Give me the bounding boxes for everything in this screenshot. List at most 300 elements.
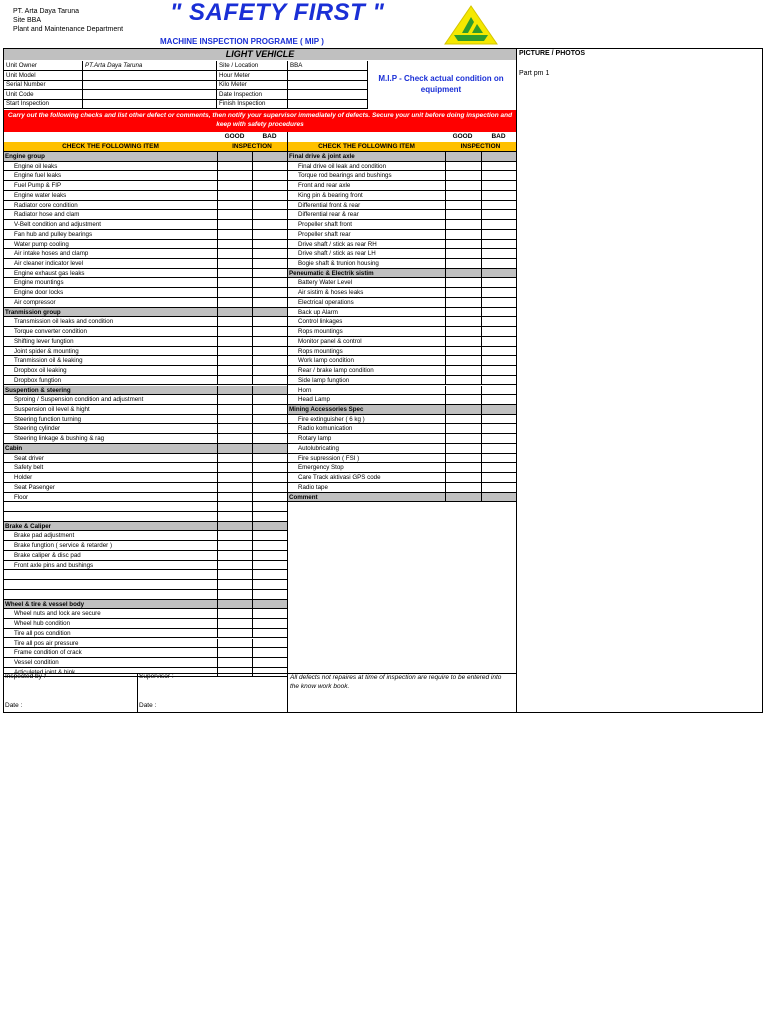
group-label: Engine group [4, 152, 217, 162]
item-label: King pin & bearing front [288, 191, 445, 201]
bad-checkbox[interactable] [481, 220, 516, 230]
good-checkbox[interactable] [217, 210, 252, 220]
item-label: Battery Water Level [288, 278, 445, 288]
bad-checkbox[interactable] [481, 210, 516, 220]
bad-checkbox[interactable] [481, 171, 516, 181]
info-label: Start Inspection [4, 99, 83, 109]
good-checkbox[interactable] [217, 639, 252, 649]
bad-checkbox[interactable] [481, 376, 516, 386]
bad-checkbox[interactable] [252, 502, 287, 512]
bad-checkbox[interactable] [252, 210, 287, 220]
good-checkbox[interactable] [217, 580, 252, 590]
good-checkbox[interactable] [217, 512, 252, 522]
bad-checkbox[interactable] [481, 386, 516, 396]
good-checkbox[interactable] [217, 259, 252, 269]
bad-checkbox[interactable] [481, 415, 516, 425]
good-checkbox[interactable] [445, 434, 481, 444]
item-label: Air intake hoses and clamp [4, 249, 217, 259]
bad-checkbox[interactable] [481, 327, 516, 337]
good-checkbox[interactable] [445, 249, 481, 259]
checklist-row [288, 415, 516, 425]
item-label: Rotary lamp [288, 434, 445, 444]
good-checkbox[interactable] [217, 473, 252, 483]
good-checkbox[interactable] [217, 181, 252, 191]
bad-checkbox[interactable] [252, 561, 287, 571]
checklist-row [288, 210, 516, 220]
checklist-row [4, 366, 287, 376]
group-header-row [4, 600, 287, 610]
bad-checkbox[interactable] [252, 648, 287, 658]
item-label: Engine water leaks [4, 191, 217, 201]
info-label: Hour Meter [217, 71, 288, 81]
good-checkbox[interactable] [217, 327, 252, 337]
bad-checkbox[interactable] [252, 424, 287, 434]
good-checkbox[interactable] [445, 298, 481, 308]
group-label: Wheel & tire & vessel body [4, 600, 217, 610]
info-label: Unit Model [4, 71, 83, 81]
item-label [4, 570, 217, 580]
good-checkbox[interactable] [445, 288, 481, 298]
bad-checkbox[interactable] [481, 201, 516, 211]
checklist-row [288, 454, 516, 464]
bad-checkbox[interactable] [481, 473, 516, 483]
good-checkbox[interactable] [445, 220, 481, 230]
bad-checkbox[interactable] [252, 298, 287, 308]
bad-checkbox[interactable] [481, 259, 516, 269]
item-label: Tranmission oil & leaking [4, 356, 217, 366]
info-label: Unit Owner [4, 61, 83, 71]
bad-checkbox[interactable] [252, 278, 287, 288]
item-label: Emergency Stop [288, 463, 445, 473]
info-value[interactable] [288, 80, 368, 90]
good-checkbox[interactable] [217, 162, 252, 172]
pictures-divider [516, 48, 517, 713]
info-value[interactable]: BBA [288, 61, 368, 71]
left-bad-label: BAD [262, 133, 277, 140]
good-checkbox[interactable] [217, 502, 252, 512]
bad-checkbox[interactable] [481, 454, 516, 464]
checklist-row [288, 356, 516, 366]
bad-checkbox[interactable] [252, 376, 287, 386]
bad-checkbox [481, 493, 516, 503]
info-value[interactable] [83, 90, 217, 100]
bad-checkbox[interactable] [481, 308, 516, 318]
good-checkbox[interactable] [445, 415, 481, 425]
checklist-row [4, 619, 287, 629]
right-good-bad-labels [445, 132, 516, 142]
item-label: Safety belt [4, 463, 217, 473]
inspector-date-label: Date : [5, 702, 23, 709]
bad-checkbox[interactable] [252, 580, 287, 590]
bad-checkbox[interactable] [481, 434, 516, 444]
group-header-row [4, 522, 287, 532]
safety-warning: Carry out the following checks and list other defect or comments, then notify your supervisor immediately of defects. Secure your unit before doing inspection and keep with safety procedures [4, 110, 516, 132]
good-checkbox[interactable] [217, 609, 252, 619]
item-label: Fuel Pump & FIP [4, 181, 217, 191]
bad-checkbox [252, 386, 287, 396]
good-checkbox[interactable] [217, 561, 252, 571]
item-label: Steering function turning [4, 415, 217, 425]
checklist-row [288, 259, 516, 269]
bad-checkbox[interactable] [252, 230, 287, 240]
good-checkbox[interactable] [217, 590, 252, 600]
left-good-bad-labels [217, 132, 287, 142]
item-label: Monitor panel & control [288, 337, 445, 347]
good-checkbox[interactable] [217, 483, 252, 493]
item-label: Radio tape [288, 483, 445, 493]
item-label: Tire all pos condition [4, 629, 217, 639]
bad-checkbox[interactable] [481, 337, 516, 347]
group-label: Tranmission group [4, 308, 217, 318]
good-checkbox[interactable] [217, 541, 252, 551]
good-checkbox[interactable] [217, 405, 252, 415]
checklist-row [288, 171, 516, 181]
group-header-row [4, 386, 287, 396]
item-label: Fire supression ( FSI ) [288, 454, 445, 464]
good-checkbox [217, 152, 252, 162]
good-checkbox[interactable] [445, 356, 481, 366]
bad-checkbox[interactable] [252, 240, 287, 250]
good-checkbox [217, 600, 252, 610]
bad-checkbox[interactable] [252, 191, 287, 201]
bad-checkbox[interactable] [252, 269, 287, 279]
bad-checkbox[interactable] [252, 639, 287, 649]
item-label: Radiator hose and clam [4, 210, 217, 220]
checklist-row [4, 288, 287, 298]
group-label: Final drive & joint axle [288, 152, 445, 162]
bad-checkbox[interactable] [252, 473, 287, 483]
footer-divider [137, 673, 138, 713]
inspected-by-label: Inspected by : [5, 673, 46, 680]
bad-checkbox [252, 444, 287, 454]
good-checkbox[interactable] [217, 454, 252, 464]
item-label: Propeller shaft front [288, 220, 445, 230]
good-checkbox[interactable] [445, 376, 481, 386]
checklist-row [4, 376, 287, 386]
item-label: Wheel hub condition [4, 619, 217, 629]
group-header-row [4, 308, 287, 318]
good-checkbox[interactable] [445, 317, 481, 327]
item-label: Control linkages [288, 317, 445, 327]
good-checkbox[interactable] [217, 347, 252, 357]
info-value[interactable] [83, 99, 217, 109]
bad-checkbox[interactable] [252, 629, 287, 639]
good-checkbox[interactable] [445, 278, 481, 288]
good-checkbox[interactable] [217, 288, 252, 298]
info-label: Site / Location [217, 61, 288, 71]
item-label: Seat Pasenger [4, 483, 217, 493]
bad-checkbox[interactable] [252, 259, 287, 269]
checklist-row [288, 434, 516, 444]
right-inspection-header: INSPECTION [445, 142, 516, 152]
bad-checkbox[interactable] [252, 658, 287, 668]
bad-checkbox[interactable] [481, 424, 516, 434]
checklist-row [288, 230, 516, 240]
checklist-row [4, 327, 287, 337]
item-label: Shifting lever fungtion [4, 337, 217, 347]
item-label: Air sistim & hoses leaks [288, 288, 445, 298]
good-checkbox[interactable] [217, 171, 252, 181]
defects-note: All defects not repaires at time of inspection are require to be entered into the know work book. [290, 674, 502, 690]
checklist-row [288, 298, 516, 308]
checklist-row [288, 240, 516, 250]
item-label: V-Belt condition and adjustment [4, 220, 217, 230]
checklist-row [4, 639, 287, 649]
item-label: Vessel condition [4, 658, 217, 668]
bad-checkbox[interactable] [252, 201, 287, 211]
info-label: Date Inspection [217, 90, 288, 100]
good-checkbox[interactable] [445, 386, 481, 396]
good-checkbox[interactable] [445, 191, 481, 201]
checklist-row [288, 278, 516, 288]
checklist-row [288, 483, 516, 493]
good-checkbox[interactable] [217, 298, 252, 308]
bad-checkbox[interactable] [252, 337, 287, 347]
bad-checkbox[interactable] [252, 551, 287, 561]
bad-checkbox[interactable] [481, 347, 516, 357]
good-checkbox[interactable] [217, 619, 252, 629]
item-label [4, 502, 217, 512]
info-value[interactable] [288, 90, 368, 100]
good-checkbox[interactable] [217, 424, 252, 434]
bad-checkbox [481, 152, 516, 162]
good-checkbox[interactable] [217, 648, 252, 658]
item-label: Frame condition of crack [4, 648, 217, 658]
good-checkbox[interactable] [217, 191, 252, 201]
good-checkbox[interactable] [217, 551, 252, 561]
checklist-row [4, 395, 287, 405]
item-label: Care Track aktivasi GPS code [288, 473, 445, 483]
good-checkbox[interactable] [217, 366, 252, 376]
checklist-row [288, 249, 516, 259]
right-bad-label: BAD [491, 133, 506, 140]
item-label: Head Lamp [288, 395, 445, 405]
bad-checkbox[interactable] [252, 434, 287, 444]
item-label: Front axle pins and bushings [4, 561, 217, 571]
bad-checkbox[interactable] [252, 541, 287, 551]
item-label [4, 580, 217, 590]
checklist-row [288, 376, 516, 386]
good-checkbox[interactable] [217, 201, 252, 211]
good-checkbox[interactable] [445, 259, 481, 269]
group-header-row [288, 152, 516, 162]
group-label: Suspention & steering [4, 386, 217, 396]
bad-checkbox[interactable] [481, 463, 516, 473]
checklist-row [4, 162, 287, 172]
checklist-row [4, 454, 287, 464]
good-checkbox[interactable] [445, 463, 481, 473]
checklist-row [4, 463, 287, 473]
bad-checkbox[interactable] [252, 609, 287, 619]
good-checkbox[interactable] [445, 395, 481, 405]
good-checkbox[interactable] [217, 463, 252, 473]
checklist-row [4, 240, 287, 250]
item-label: Dropbox oil leaking [4, 366, 217, 376]
bad-checkbox[interactable] [252, 220, 287, 230]
department-name: Plant and Maintenance Department [13, 26, 124, 34]
item-label: Floor [4, 493, 217, 503]
item-label: Differential front & rear [288, 201, 445, 211]
item-label: Fan hub and pulley bearings [4, 230, 217, 240]
checklist-row [288, 463, 516, 473]
bad-checkbox[interactable] [252, 162, 287, 172]
group-label: Comment [288, 493, 445, 503]
good-checkbox[interactable] [217, 317, 252, 327]
good-checkbox[interactable] [445, 210, 481, 220]
mip-check-note: M.I.P - Check actual condition on equipment [378, 74, 504, 94]
good-checkbox[interactable] [445, 327, 481, 337]
bad-checkbox[interactable] [252, 590, 287, 600]
company-block [13, 7, 123, 35]
form-title: MACHINE INSPECTION PROGRAME ( MIP ) [160, 37, 324, 46]
bad-checkbox[interactable] [252, 317, 287, 327]
checklist-row [4, 249, 287, 259]
good-checkbox[interactable] [217, 658, 252, 668]
bad-checkbox[interactable] [252, 415, 287, 425]
good-checkbox[interactable] [445, 444, 481, 454]
bad-checkbox[interactable] [252, 356, 287, 366]
good-checkbox[interactable] [217, 249, 252, 259]
bad-checkbox[interactable] [252, 327, 287, 337]
good-checkbox[interactable] [445, 240, 481, 250]
group-header-row [4, 152, 287, 162]
good-checkbox[interactable] [217, 395, 252, 405]
checklist-row [4, 171, 287, 181]
bad-checkbox [252, 308, 287, 318]
bad-checkbox[interactable] [481, 483, 516, 493]
info-value[interactable]: PT.Arta Daya Taruna [83, 61, 217, 71]
bad-checkbox[interactable] [252, 366, 287, 376]
item-label: Engine mountings [4, 278, 217, 288]
bad-checkbox[interactable] [481, 356, 516, 366]
item-label: Back up Alarm [288, 308, 445, 318]
good-checkbox[interactable] [217, 376, 252, 386]
good-checkbox[interactable] [217, 434, 252, 444]
bad-checkbox[interactable] [252, 483, 287, 493]
item-label: Engine oil leaks [4, 162, 217, 172]
good-checkbox[interactable] [217, 278, 252, 288]
good-checkbox[interactable] [445, 171, 481, 181]
good-checkbox[interactable] [445, 454, 481, 464]
good-checkbox[interactable] [445, 483, 481, 493]
bad-checkbox[interactable] [252, 347, 287, 357]
checklist-row [288, 366, 516, 376]
bad-checkbox[interactable] [481, 444, 516, 454]
right-good-label: GOOD [452, 133, 473, 140]
unit-info-row [4, 80, 368, 90]
good-checkbox[interactable] [445, 337, 481, 347]
bad-checkbox[interactable] [481, 278, 516, 288]
bad-checkbox[interactable] [481, 181, 516, 191]
good-checkbox [217, 308, 252, 318]
bad-checkbox[interactable] [252, 463, 287, 473]
good-checkbox[interactable] [217, 629, 252, 639]
bad-checkbox[interactable] [481, 230, 516, 240]
item-label: Drive shaft / stick as rear RH [288, 240, 445, 250]
checklist-row [288, 220, 516, 230]
good-checkbox[interactable] [445, 230, 481, 240]
good-checkbox[interactable] [217, 570, 252, 580]
unit-info-row [4, 61, 368, 71]
good-checkbox[interactable] [445, 162, 481, 172]
good-checkbox[interactable] [217, 240, 252, 250]
bad-checkbox[interactable] [252, 531, 287, 541]
checklist-row [4, 561, 287, 571]
good-checkbox[interactable] [445, 308, 481, 318]
bad-checkbox[interactable] [252, 249, 287, 259]
bad-checkbox[interactable] [252, 395, 287, 405]
bad-checkbox[interactable] [481, 288, 516, 298]
good-checkbox[interactable] [217, 269, 252, 279]
good-checkbox[interactable] [217, 230, 252, 240]
left-check-header: CHECK THE FOLLOWING ITEM [4, 142, 217, 152]
info-value[interactable] [288, 71, 368, 81]
good-checkbox[interactable] [445, 424, 481, 434]
bad-checkbox[interactable] [252, 181, 287, 191]
bad-checkbox[interactable] [252, 288, 287, 298]
good-checkbox[interactable] [217, 356, 252, 366]
good-checkbox[interactable] [445, 473, 481, 483]
info-value[interactable] [83, 80, 217, 90]
left-good-label: GOOD [224, 133, 245, 140]
good-checkbox[interactable] [217, 220, 252, 230]
bad-checkbox[interactable] [252, 171, 287, 181]
bad-checkbox[interactable] [481, 366, 516, 376]
good-checkbox[interactable] [445, 366, 481, 376]
info-value[interactable] [288, 99, 368, 109]
bad-checkbox[interactable] [481, 240, 516, 250]
bad-checkbox[interactable] [481, 317, 516, 327]
good-checkbox[interactable] [217, 337, 252, 347]
bad-checkbox[interactable] [252, 619, 287, 629]
checklist-row [4, 269, 287, 279]
good-checkbox[interactable] [217, 415, 252, 425]
checklist-row [4, 298, 287, 308]
bad-checkbox[interactable] [252, 405, 287, 415]
item-label: Electrical operations [288, 298, 445, 308]
checklist-row [4, 512, 287, 522]
good-checkbox[interactable] [217, 531, 252, 541]
bad-checkbox[interactable] [481, 298, 516, 308]
good-checkbox [445, 152, 481, 162]
group-label: Cabin [4, 444, 217, 454]
bad-checkbox[interactable] [252, 454, 287, 464]
item-label: Joint spider & mounting [4, 347, 217, 357]
item-label: Engine door locks [4, 288, 217, 298]
bad-checkbox[interactable] [252, 493, 287, 503]
bad-checkbox[interactable] [481, 162, 516, 172]
good-checkbox[interactable] [217, 493, 252, 503]
item-label: Horn [288, 386, 445, 396]
checklist-row [288, 473, 516, 483]
company-name: PT. Arta Daya Taruna [13, 8, 80, 15]
checklist-row [4, 424, 287, 434]
bad-checkbox[interactable] [481, 249, 516, 259]
item-label: Work lamp condition [288, 356, 445, 366]
good-checkbox [217, 444, 252, 454]
info-value[interactable] [83, 71, 217, 81]
good-checkbox [217, 522, 252, 532]
good-checkbox[interactable] [445, 181, 481, 191]
bad-checkbox[interactable] [252, 512, 287, 522]
bad-checkbox[interactable] [252, 570, 287, 580]
item-label: Seat driver [4, 454, 217, 464]
bad-checkbox[interactable] [481, 395, 516, 405]
bad-checkbox[interactable] [481, 191, 516, 201]
checklist-row [4, 405, 287, 415]
good-checkbox[interactable] [445, 347, 481, 357]
good-checkbox[interactable] [445, 201, 481, 211]
